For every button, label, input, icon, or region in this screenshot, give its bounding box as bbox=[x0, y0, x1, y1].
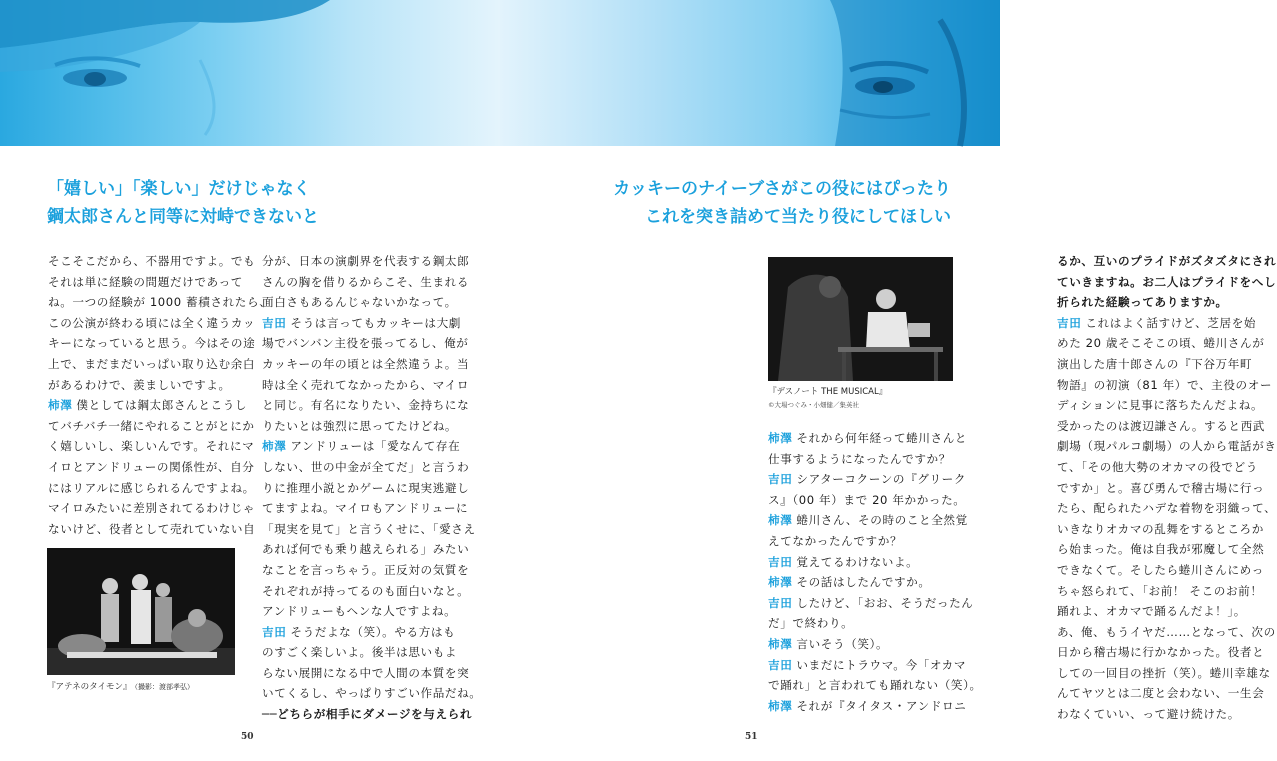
text-line bbox=[1057, 333, 1265, 354]
timon-caption-title: 『アテネのタイモン』 bbox=[47, 682, 132, 692]
text-line bbox=[262, 457, 470, 478]
text-line bbox=[1057, 416, 1265, 437]
text-line bbox=[262, 539, 470, 560]
text-line bbox=[48, 395, 248, 416]
body-text: そこそこだから、不器用ですよ。でも bbox=[48, 254, 256, 268]
text-line bbox=[48, 375, 234, 396]
text-line bbox=[768, 490, 966, 511]
text-line bbox=[1057, 642, 1265, 663]
text-line bbox=[262, 683, 482, 704]
body-text: その話はしたんですか。 bbox=[796, 575, 931, 590]
left-text-column-2 bbox=[262, 251, 482, 725]
body-text: 演出した唐十郎さんの『下谷万年町 bbox=[1057, 356, 1253, 371]
body-text: で踊れ」と言われても踊れない（笑）。 bbox=[768, 678, 982, 693]
text-line bbox=[262, 560, 470, 581]
text-line bbox=[48, 292, 272, 313]
text-line bbox=[48, 519, 256, 540]
text-line bbox=[48, 498, 256, 519]
text-line bbox=[48, 436, 255, 457]
speaker-label: 吉田 bbox=[262, 315, 287, 330]
page-number-right: 51 bbox=[745, 732, 758, 742]
left-headline bbox=[47, 175, 319, 231]
timon-caption-credit: （撮影：渡部孝弘） bbox=[134, 683, 194, 691]
speaker-label: 吉田 bbox=[1057, 315, 1082, 330]
text-line bbox=[262, 642, 458, 663]
right-headline-line-1: カッキーのナイーブさがこの役にはぴったり bbox=[613, 179, 951, 199]
body-text: あ、俺、もうイヤだ……となって、次の bbox=[1057, 624, 1276, 639]
body-text: それが『タイタス・アンドロニ bbox=[796, 698, 967, 713]
right-text-column-2 bbox=[768, 428, 982, 716]
text-line bbox=[768, 449, 958, 470]
interviewer-question: ていきますね。お二人はプライドをへし bbox=[1057, 274, 1277, 289]
right-headline-line-2: これを突き詰めて当たり役にしてほしい bbox=[645, 207, 951, 227]
text-line bbox=[262, 292, 458, 313]
text-line bbox=[1057, 539, 1265, 560]
text-line bbox=[262, 601, 458, 622]
interviewer-question: ──どちらが相手にダメージを与えられ bbox=[262, 707, 473, 722]
body-text: 上で、まだまだいっぱい取り込む余白 bbox=[48, 356, 256, 371]
deathnote-stage-photo bbox=[768, 257, 953, 381]
body-text: カッキーの年の頃とは全然違うよ。当 bbox=[262, 356, 470, 371]
speaker-label: 柿澤 bbox=[768, 513, 793, 528]
body-text: 仕事するようになったんですか？ bbox=[768, 451, 951, 466]
body-text: ないけど、役者として売れていない自 bbox=[48, 521, 256, 536]
body-text: めた 20 歳そこそこの頃、蜷川さんが bbox=[1057, 336, 1265, 351]
body-text: 言いそう（笑）。 bbox=[796, 636, 889, 651]
body-text: マイロみたいに差別されてるわけじゃ bbox=[48, 501, 256, 516]
body-text: しての一回目の挫折（笑）。蜷川幸雄な bbox=[1057, 665, 1271, 680]
timon-photo-caption bbox=[47, 680, 194, 692]
text-line bbox=[768, 428, 968, 449]
right-portrait-banner bbox=[500, 0, 1000, 146]
text-line bbox=[1057, 272, 1277, 293]
text-line bbox=[1057, 313, 1257, 334]
body-text: 場でバンバン主役を張ってるし、俺が bbox=[262, 336, 469, 351]
body-text: 踊れよ、オカマで踊るんだよ！」。 bbox=[1057, 604, 1246, 619]
speaker-label: 柿澤 bbox=[768, 575, 793, 590]
text-line bbox=[768, 510, 968, 531]
body-text: いきなりオカマの乱舞をするところか bbox=[1057, 521, 1264, 536]
text-line bbox=[262, 704, 473, 725]
body-text: ですか」と。喜び勇んで稽古場に行っ bbox=[1057, 480, 1265, 495]
text-line bbox=[1057, 478, 1265, 499]
interviewer-question: 折られた経験ってありますか。 bbox=[1057, 295, 1228, 310]
body-text: ディションに見事に落ちたんだよね。 bbox=[1057, 398, 1264, 413]
text-line bbox=[262, 375, 470, 396]
body-text: と同じ。有名になりたい、金持ちにな bbox=[262, 398, 470, 413]
text-line bbox=[48, 313, 256, 334]
body-text: があるわけで、羨ましいですよ。 bbox=[48, 377, 231, 392]
face-right-image bbox=[500, 0, 1000, 146]
body-text: いまだにトラウマ。今「オカマ bbox=[796, 657, 967, 672]
text-line bbox=[1057, 436, 1277, 457]
body-text: らない展開になる中で人間の本質を突 bbox=[262, 665, 470, 680]
body-text: アンドリューもヘンな人ですよね。 bbox=[262, 604, 457, 619]
text-line bbox=[262, 581, 470, 602]
text-line bbox=[48, 478, 255, 499]
body-text: それから何年経って蜷川さんと bbox=[796, 431, 968, 445]
text-line bbox=[1057, 519, 1264, 540]
body-text: それは単に経験の問題だけであって bbox=[48, 274, 243, 289]
deathnote-photo-caption: 『デスノート THE MUSICAL』 bbox=[768, 387, 888, 397]
left-headline-line-1: 「嬉しい」「楽しい」だけじゃなく bbox=[47, 179, 311, 199]
body-text: それぞれが持ってるのも面白いなと。 bbox=[262, 583, 470, 598]
page-number-left: 50 bbox=[241, 732, 254, 742]
body-text: この公演が終わる頃には全く違うカッ bbox=[48, 315, 256, 330]
body-text: なことを言っちゃう。正反対の気質を bbox=[262, 562, 470, 577]
text-line bbox=[1057, 663, 1271, 684]
text-line bbox=[768, 696, 967, 717]
text-line bbox=[1057, 560, 1264, 581]
speaker-label: 柿澤 bbox=[768, 431, 793, 445]
body-text: そうは言ってもカッキーは大劇 bbox=[290, 315, 461, 330]
text-line bbox=[262, 395, 470, 416]
text-line bbox=[1057, 498, 1277, 519]
right-page bbox=[500, 0, 1277, 761]
body-text: 僕としては鋼太郎さんとこうし bbox=[76, 398, 248, 413]
text-line bbox=[262, 478, 470, 499]
body-text: 時は全く売れてなかったから、マイロ bbox=[262, 377, 470, 392]
text-line bbox=[768, 613, 958, 634]
text-line bbox=[1057, 375, 1273, 396]
speaker-label: 吉田 bbox=[768, 657, 793, 672]
body-text: てますよね。マイロもアンドリューに bbox=[262, 501, 469, 516]
body-text: いてくるし、やっぱりすごい作品だね。 bbox=[262, 686, 482, 701]
body-text: て、「その他大勢のオカマの役でどう bbox=[1057, 459, 1258, 474]
body-text: のすごく楽しいよ。後半は思いもよ bbox=[262, 645, 458, 660]
deathnote-photo-credit: ©大場つぐみ・小畑健／集英社 bbox=[768, 401, 859, 409]
text-line bbox=[262, 519, 476, 540]
text-line bbox=[262, 416, 458, 437]
speaker-label: 柿澤 bbox=[48, 398, 73, 413]
left-text-column-1 bbox=[48, 251, 272, 539]
text-line bbox=[768, 593, 974, 614]
text-line bbox=[262, 313, 461, 334]
speaker-label: 吉田 bbox=[768, 472, 793, 487]
text-line bbox=[768, 634, 958, 655]
body-text: できなくて。そしたら蜷川さんにめっ bbox=[1057, 562, 1264, 577]
body-text: にはリアルに感じられるんですよね。 bbox=[48, 480, 255, 495]
text-line bbox=[768, 572, 958, 593]
text-line bbox=[262, 622, 458, 643]
body-text: 分が、日本の演劇界を代表する鋼太郎 bbox=[262, 254, 470, 268]
body-text: ね。一つの経験が 1000 蓄積されたら、 bbox=[48, 295, 272, 310]
body-text: りに推理小説とかゲームに現実逃避し bbox=[262, 480, 470, 495]
body-text: しない、世の中金が全てだ」と言うわ bbox=[262, 459, 470, 474]
body-text: したけど、「おお、そうだったん bbox=[796, 595, 974, 610]
text-line bbox=[262, 436, 461, 457]
speaker-label: 柿澤 bbox=[768, 636, 793, 651]
text-line bbox=[1057, 622, 1276, 643]
text-line bbox=[1057, 354, 1253, 375]
body-text: これはよく話すけど、芝居を始 bbox=[1085, 315, 1257, 330]
body-text: ス』（00 年）まで 20 年かかった。 bbox=[768, 492, 966, 507]
text-line bbox=[262, 333, 469, 354]
body-text: シアターコクーンの『グリーク bbox=[796, 472, 967, 487]
text-line bbox=[48, 251, 256, 272]
text-line bbox=[768, 552, 958, 573]
body-text: 物語』の初演（81 年）で、主役のオー bbox=[1057, 377, 1273, 392]
body-text: んてヤツとは二度と会わない、一生会 bbox=[1057, 686, 1265, 701]
left-headline-line-2: 鋼太郎さんと同等に対峙できないと bbox=[47, 207, 319, 227]
right-headline bbox=[613, 175, 951, 231]
body-text: 蜷川さん、その時のこと全然覚 bbox=[796, 513, 968, 528]
text-line bbox=[262, 251, 470, 272]
text-line bbox=[768, 469, 967, 490]
body-text: く嬉しいし、楽しいんです。それにマ bbox=[48, 439, 255, 454]
body-text: だ」で終わり。 bbox=[768, 616, 854, 631]
body-text: 覚えてるわけないよ。 bbox=[796, 554, 919, 569]
body-text: 「現実を見て」と言うくせに、「愛さえ bbox=[262, 521, 476, 536]
text-line bbox=[48, 457, 255, 478]
interviewer-question: るか、互いのプライドがズタズタにされ bbox=[1057, 254, 1277, 268]
speaker-label: 柿澤 bbox=[768, 698, 793, 713]
body-text: イロとアンドリューの関係性が、自分 bbox=[48, 459, 255, 474]
text-line bbox=[48, 272, 243, 293]
text-line bbox=[1057, 251, 1277, 272]
text-line bbox=[262, 354, 470, 375]
text-line bbox=[48, 416, 255, 437]
speaker-label: 吉田 bbox=[768, 595, 793, 610]
text-line bbox=[1057, 457, 1258, 478]
body-text: りたいとは強烈に思ってたけどね。 bbox=[262, 418, 458, 433]
body-text: えてなかったんですか？ bbox=[768, 533, 903, 548]
body-text: 劇場（現パルコ劇場）の人から電話がき bbox=[1057, 439, 1277, 454]
body-text: 面白さもあるんじゃないかなって。 bbox=[262, 295, 457, 310]
speaker-label: 吉田 bbox=[262, 624, 287, 639]
text-line bbox=[48, 333, 256, 354]
body-text: そうだよな（笑）。やる方はも bbox=[290, 624, 456, 639]
body-text: キーになっていると思う。今はその途 bbox=[48, 336, 256, 351]
left-page bbox=[0, 0, 500, 761]
right-text-column-1 bbox=[1057, 251, 1277, 725]
body-text: あれば何でも乗り越えられる」みたい bbox=[262, 542, 470, 557]
text-line bbox=[768, 675, 982, 696]
text-line bbox=[1057, 395, 1264, 416]
speaker-label: 柿澤 bbox=[262, 439, 287, 454]
timon-stage-photo bbox=[47, 548, 235, 675]
body-text: 受かったのは渡辺謙さん。すると西武 bbox=[1057, 418, 1265, 433]
body-text: 日から稽古場に行かなかった。役者と bbox=[1057, 645, 1265, 660]
body-text: ちゃ怒られて、「お前！ そこのお前！ bbox=[1057, 583, 1263, 598]
text-line bbox=[1057, 601, 1253, 622]
text-line bbox=[1057, 581, 1263, 602]
text-line bbox=[1057, 683, 1265, 704]
face-left-image bbox=[0, 0, 500, 146]
body-text: たら、配られたハデな着物を羽織って、 bbox=[1057, 501, 1277, 516]
text-line bbox=[48, 354, 256, 375]
body-text: アンドリューは「愛なんて存在 bbox=[290, 439, 461, 454]
left-portrait-banner bbox=[0, 0, 500, 146]
body-text: わなくていい、って避け続けた。 bbox=[1057, 707, 1240, 722]
body-text: てバチバチ一緒にやれることがとにか bbox=[48, 418, 255, 433]
text-line bbox=[768, 655, 967, 676]
text-line bbox=[262, 498, 469, 519]
speaker-label: 吉田 bbox=[768, 554, 793, 569]
body-text: さんの胸を借りるからこそ、生まれる bbox=[262, 274, 470, 289]
body-text: ら始まった。俺は自我が邪魔して全然 bbox=[1057, 542, 1265, 557]
text-line bbox=[1057, 292, 1253, 313]
text-line bbox=[262, 663, 470, 684]
text-line bbox=[1057, 704, 1253, 725]
text-line bbox=[768, 531, 958, 552]
text-line bbox=[262, 272, 470, 293]
